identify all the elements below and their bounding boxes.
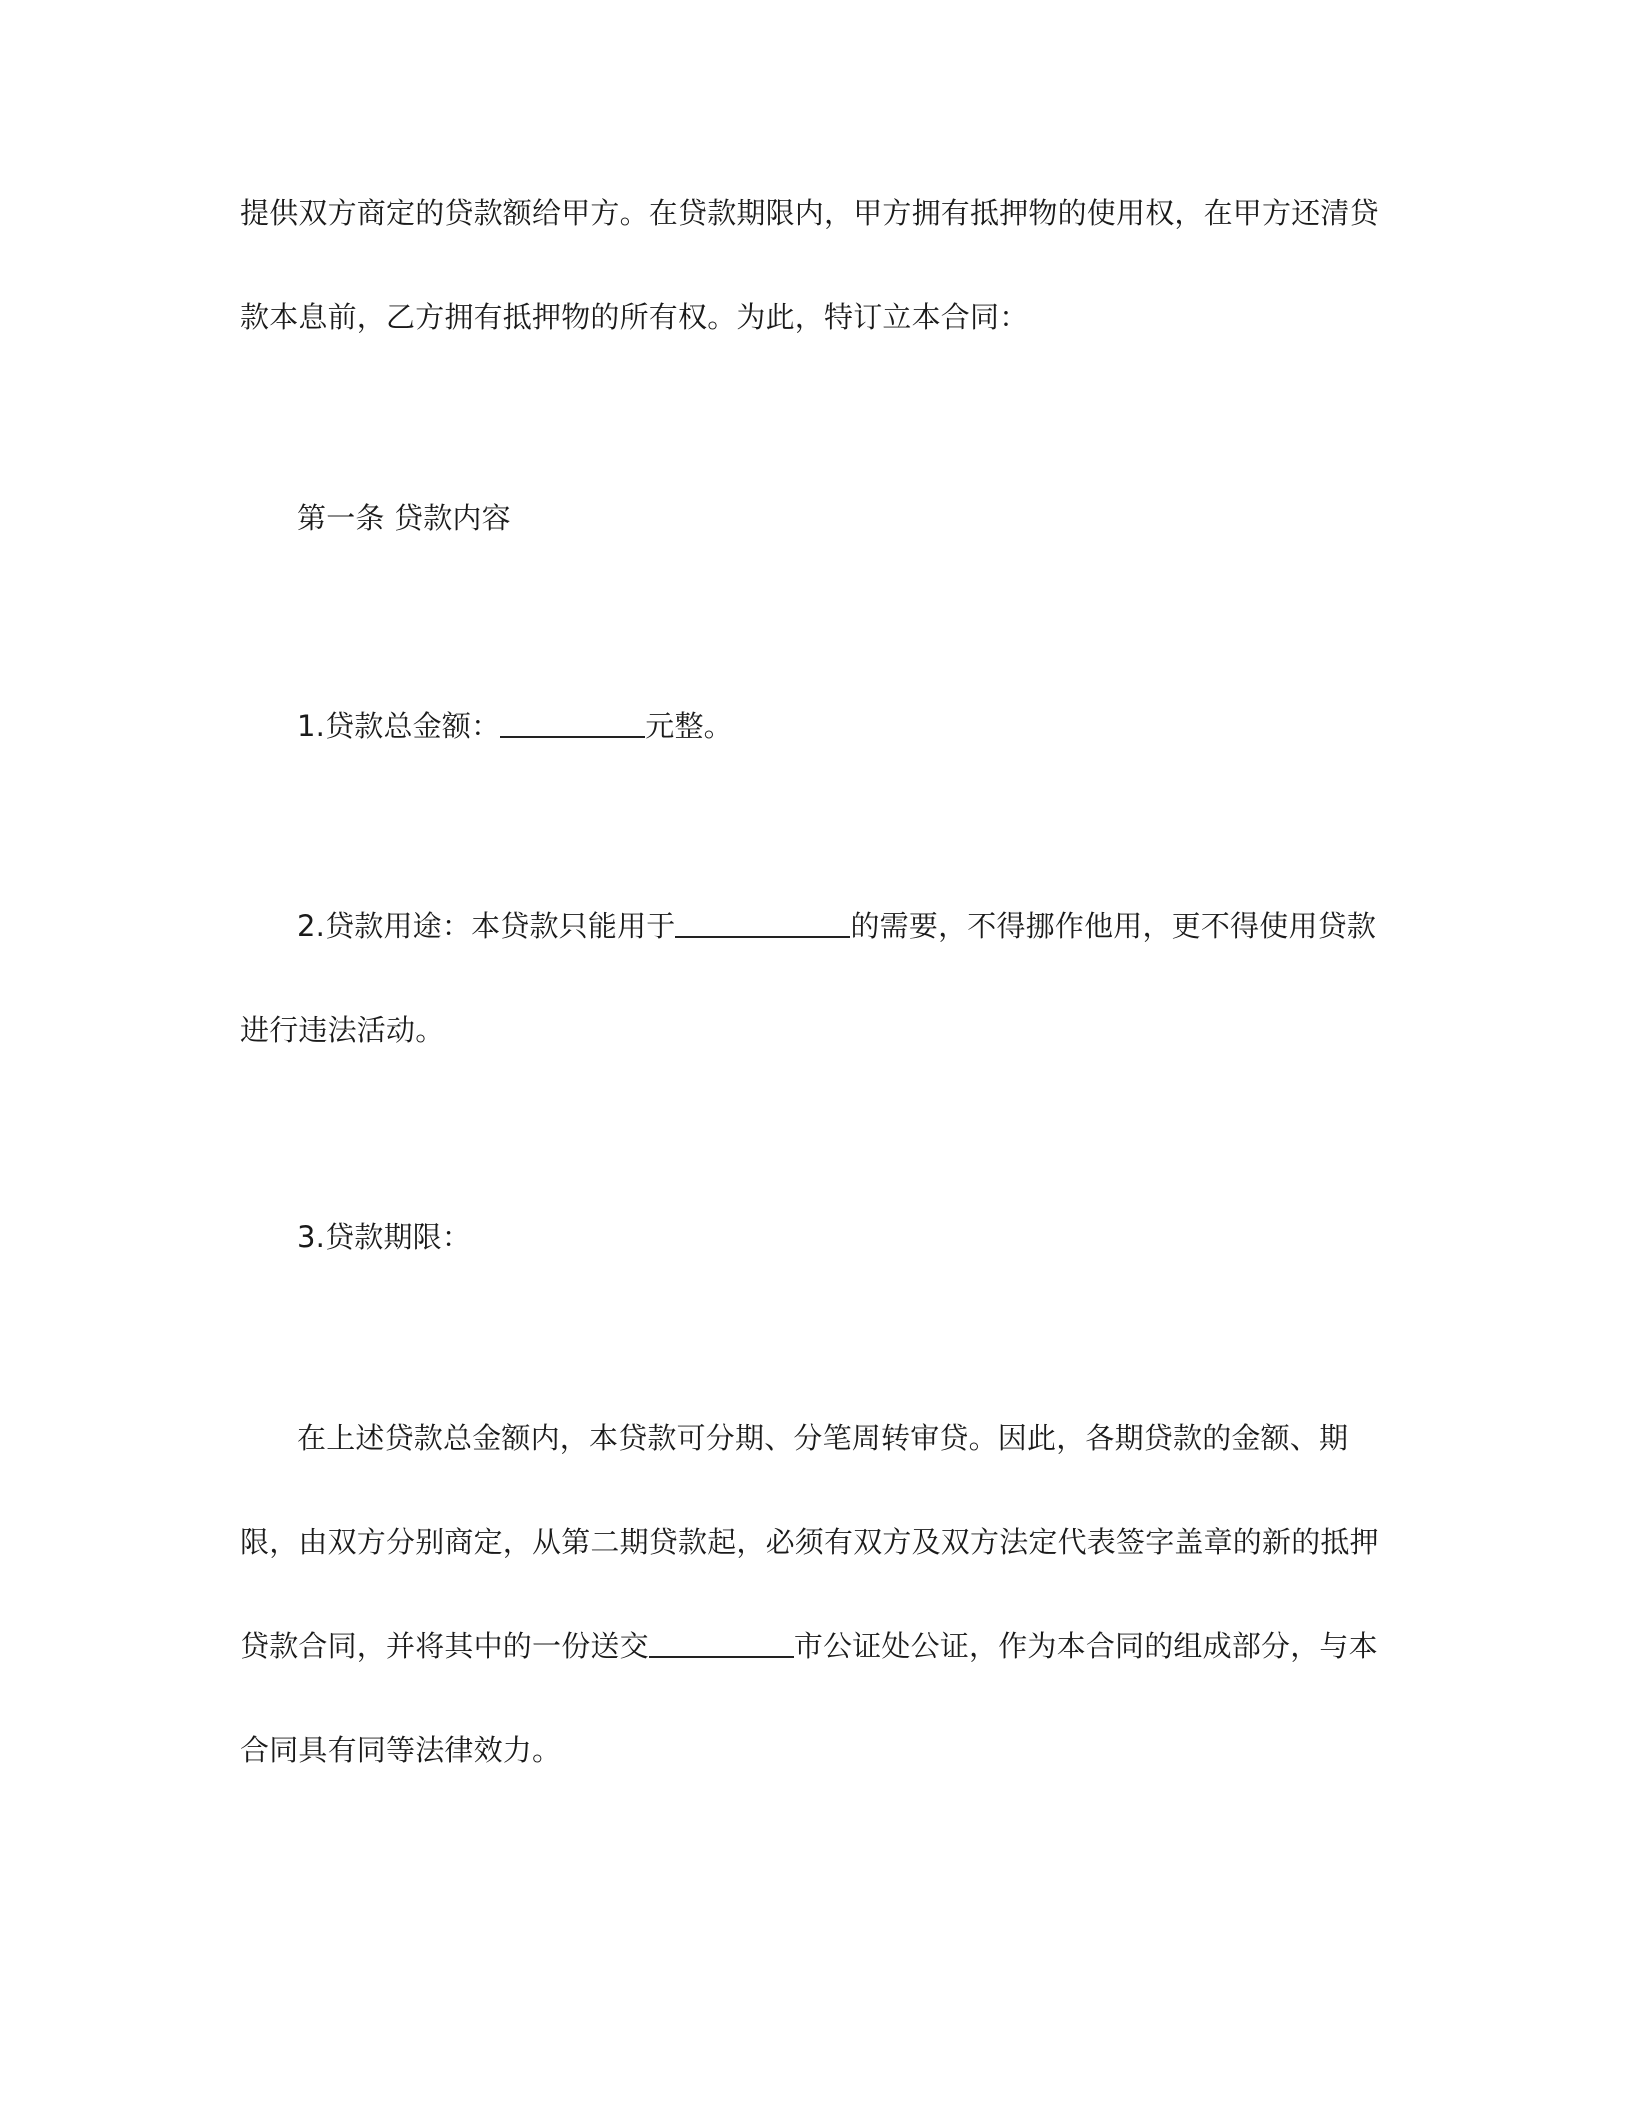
- intro-line-2: 款本息前，乙方拥有抵押物的所有权。为此，特订立本合同：: [240, 300, 1029, 334]
- loan-purpose-label: 2.贷款用途：本贷款只能用于: [297, 909, 676, 943]
- loan-purpose-text: 的需要，不得挪作他用，更不得使用贷款: [850, 909, 1377, 943]
- paragraph-line-3-text: 贷款合同，并将其中的一份送交: [240, 1629, 649, 1663]
- loan-amount-blank: [500, 706, 645, 738]
- loan-amount-label: 1.贷款总金额：: [297, 709, 501, 743]
- paragraph-line-1: 在上述贷款总金额内，本贷款可分期、分笔周转审贷。因此，各期贷款的金额、期: [297, 1421, 1349, 1455]
- paragraph-line-3-rest: 市公证处公证，作为本合同的组成部分，与本: [793, 1629, 1378, 1663]
- intro-line-1: 提供双方商定的贷款额给甲方。在贷款期限内，甲方拥有抵押物的使用权，在甲方还清贷: [240, 196, 1379, 230]
- article-heading: 第一条 贷款内容: [297, 501, 511, 535]
- paragraph-line-4: 合同具有同等法律效力。: [240, 1733, 562, 1767]
- notary-city-blank: [649, 1626, 794, 1658]
- loan-purpose-line-2: 进行违法活动。: [240, 1013, 445, 1047]
- loan-term-heading: 3.贷款期限：: [297, 1220, 472, 1254]
- loan-amount-unit: 元整。: [645, 709, 733, 743]
- paragraph-line-2: 限，由双方分别商定，从第二期贷款起，必须有双方及双方法定代表签字盖章的新的抵押: [240, 1525, 1379, 1559]
- loan-purpose-line-1: [297, 906, 1376, 946]
- paragraph-line-3: [240, 1626, 1378, 1666]
- loan-purpose-blank: [675, 906, 850, 938]
- loan-amount-line: [297, 706, 733, 746]
